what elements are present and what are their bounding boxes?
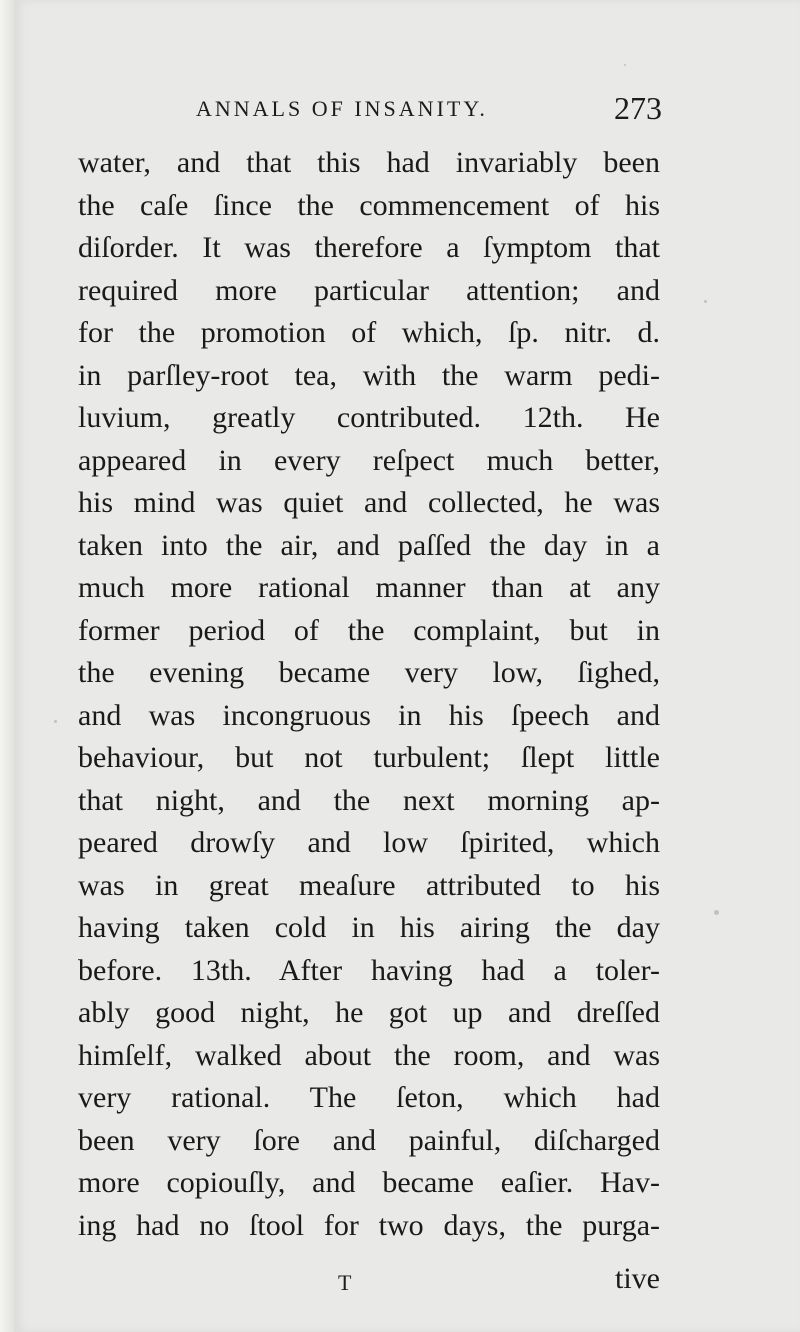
page-number: 273 [614,90,662,126]
text-line: behaviour, but not turbulent; ſlept little [78,741,660,774]
running-title: ANNALS OF INSANITY. [196,96,488,121]
text-line: the evening became very low, ſighed, [78,656,660,689]
text-line: appeared in every reſpect much better, [78,443,660,477]
paper-speck [624,64,626,66]
signature-mark: T [338,1270,352,1295]
text-line: himſelf, walked about the room, and was [78,1038,660,1072]
body-text [78,142,660,1247]
paper-speck [714,910,719,915]
text-line: the caſe ſince the commencement of his [78,188,660,222]
text-line: been very ſore and painful, diſcharged [78,1123,660,1157]
text-line: diſorder. It was therefore a ſymptom that [78,231,660,264]
text-line: that night, and the next morning ap- [78,783,660,817]
text-line: peared drowſy and low ſpirited, which [78,826,660,859]
text-line: much more rational manner than at any [78,571,660,604]
page-edge [0,0,14,1332]
text-line: and was incongruous in his ſpeech and [78,698,660,732]
text-line: ably good night, he got up and dreſſed [78,996,660,1029]
text-line: for the promotion of which, ſp. nitr. d. [78,316,660,349]
text-line: required more particular attention; and [78,273,660,307]
text-line: former period of the complaint, but in [78,613,660,647]
catchword: tive [615,1262,660,1295]
text-line: taken into the air, and paſſed the day in a [78,528,660,562]
text-line: very rational. The ſeton, which had [78,1081,660,1114]
text-line: his mind was quiet and collected, he was [78,486,660,519]
text-line: luvium, greatly contributed. 12th. He [78,401,660,434]
text-line: water, and that this had invariably been [78,146,660,179]
text-line: ing had no ſtool for two days, the purga- [78,1208,660,1242]
page-footer [78,1262,660,1306]
text-line: was in great meaſure attributed to his [78,868,660,902]
paper-speck [54,720,57,723]
text-line: having taken cold in his airing the day [78,911,660,944]
text-line: in parſley-root tea, with the warm pedi- [78,358,660,392]
text-line: more copiouſly, and became eaſier. Hav- [78,1166,660,1199]
text-line: before. 13th. After having had a toler- [78,953,660,987]
paper-speck [704,300,707,303]
running-head [196,90,666,130]
